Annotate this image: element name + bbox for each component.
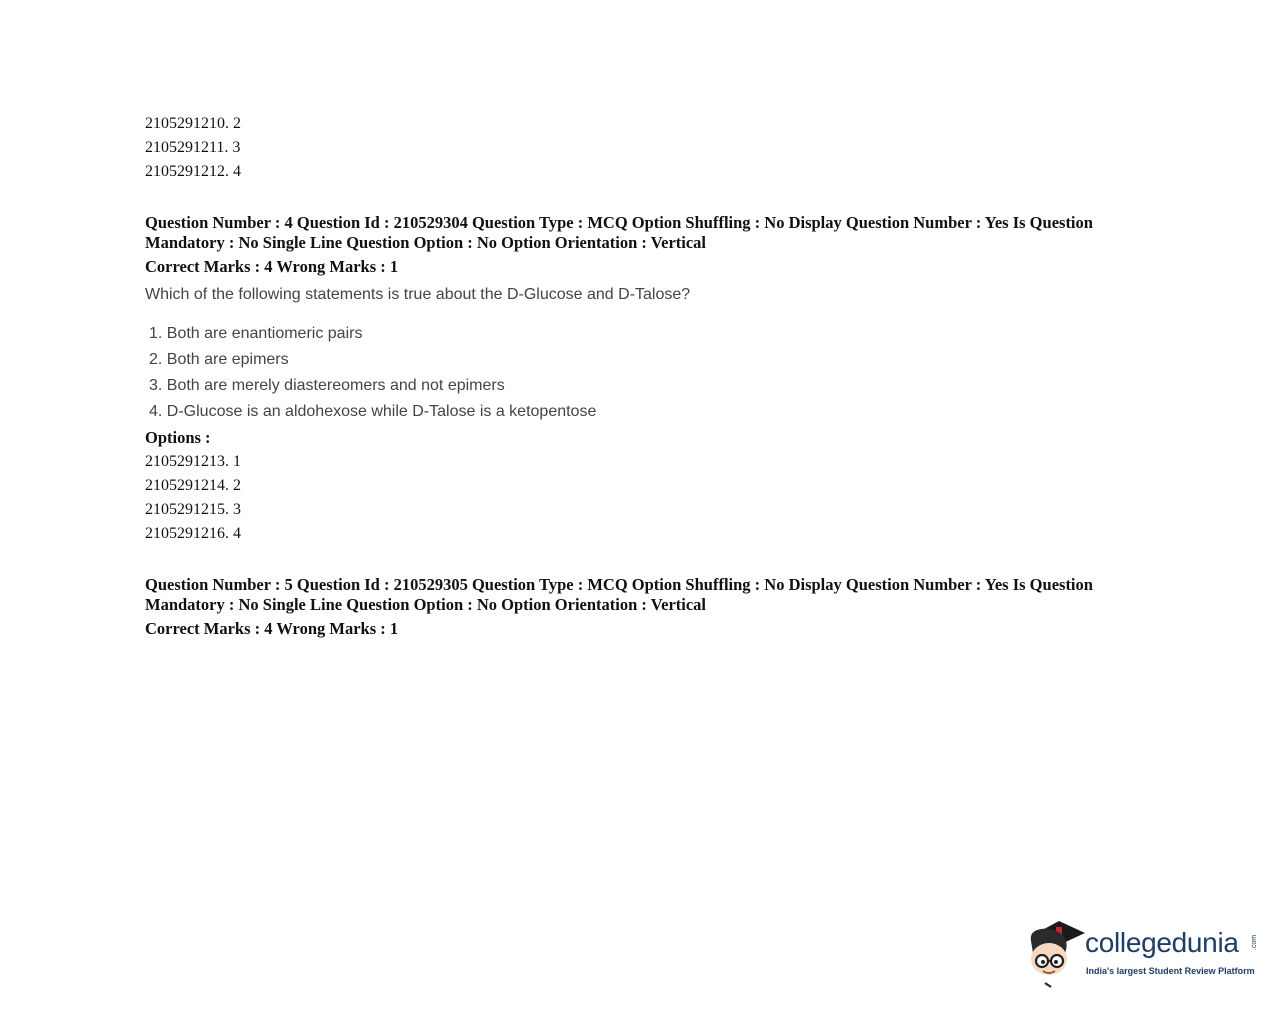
choice-item: 1. Both are enantiomeric pairs: [149, 325, 363, 342]
graduate-mascot-icon: [1025, 917, 1087, 989]
option-line: 2105291212. 4: [145, 163, 241, 180]
collegedunia-logo: [1025, 917, 1265, 987]
previous-options: [145, 112, 1145, 184]
option-line: 2105291213. 1: [145, 453, 241, 470]
options-label: Options :: [145, 428, 211, 447]
logo-suffix: .com: [1251, 934, 1259, 951]
choice-item: 2. Both are epimers: [149, 351, 289, 368]
option-line: 2105291211. 3: [145, 139, 241, 156]
question-meta: Question Number : 4 Question Id : 210529304 Question Type : MCQ Option Shuffling : No Display Question Number : Yes Is Question Mandatory : No Single Line Question Option : No Option Orientation : Vertical: [145, 213, 1093, 252]
option-line: 2105291210. 2: [145, 115, 241, 132]
document-page: [145, 112, 1145, 641]
option-line: 2105291216. 4: [145, 525, 241, 542]
logo-wordmark: collegedunia: [1085, 927, 1239, 958]
question-meta: Question Number : 5 Question Id : 210529305 Question Type : MCQ Option Shuffling : No Display Question Number : Yes Is Question Mandatory : No Single Line Question Option : No Option Orientation : Vertical: [145, 575, 1093, 614]
question-marks: Correct Marks : 4 Wrong Marks : 1: [145, 257, 399, 276]
logo-tagline: India's largest Student Review Platform: [1086, 966, 1255, 976]
question-text: Which of the following statements is true about the D-Glucose and D-Talose?: [145, 286, 691, 303]
choice-item: 4. D-Glucose is an aldohexose while D-Talose is a ketopentose: [149, 403, 597, 420]
option-line: 2105291215. 3: [145, 501, 241, 518]
question-marks: Correct Marks : 4 Wrong Marks : 1: [145, 619, 399, 638]
choice-list: [149, 321, 1145, 425]
question-4: [145, 213, 1145, 546]
question-5: [145, 575, 1145, 641]
choice-item: 3. Both are merely diastereomers and not epimers: [149, 377, 505, 394]
option-line: 2105291214. 2: [145, 477, 241, 494]
